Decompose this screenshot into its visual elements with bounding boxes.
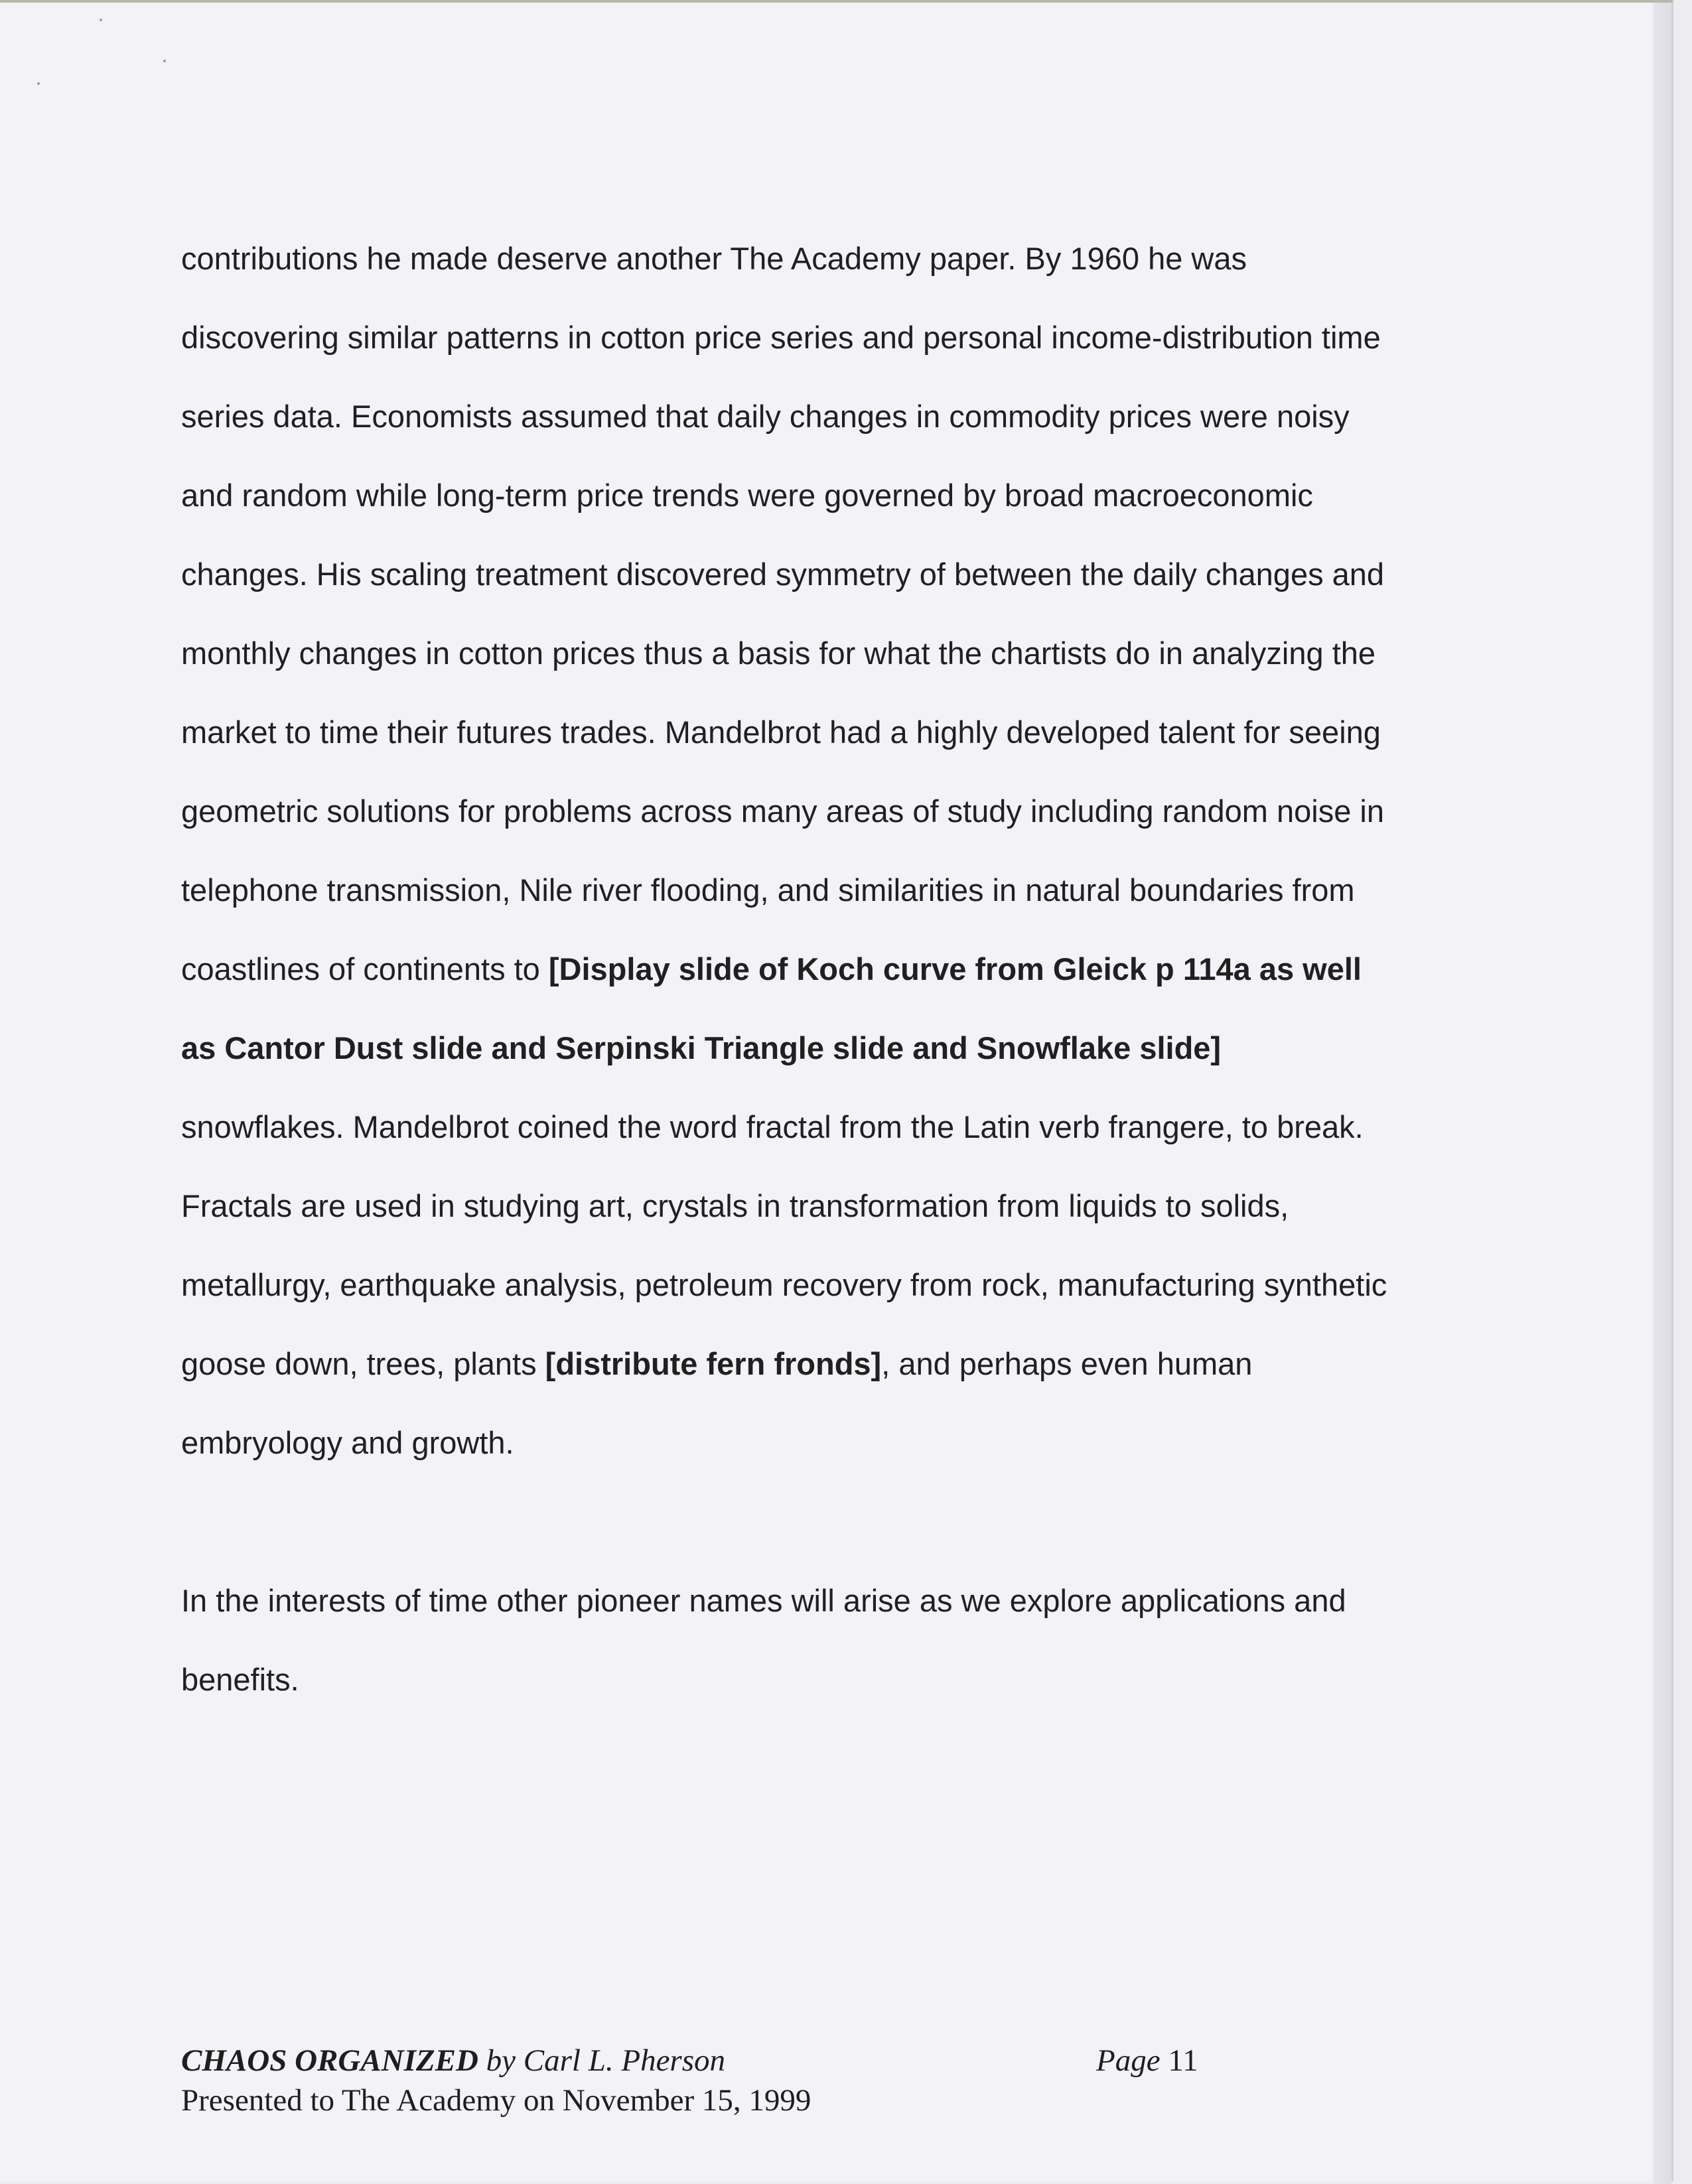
- footer-title: CHAOS ORGANIZED: [181, 2043, 478, 2078]
- text-line: contributions he made deserve another The Academy paper. By 1960 he was: [181, 241, 1247, 276]
- text-segment: , and perhaps even human: [881, 1346, 1253, 1381]
- page-label: Page: [1096, 2043, 1161, 2078]
- footer-credits: [181, 2041, 811, 2120]
- footer-title-line: [181, 2041, 811, 2081]
- text-line: and random while long-term price trends were governed by broad macroeconomic: [181, 478, 1313, 513]
- text-line: series data. Economists assumed that daily changes in commodity prices were noisy: [181, 399, 1350, 434]
- text-line: metallurgy, earthquake analysis, petroleum recovery from rock, manufacturing synthetic: [181, 1267, 1387, 1302]
- scan-speck: [37, 82, 40, 85]
- text-line: [181, 1008, 1508, 1087]
- text-line: benefits.: [181, 1662, 299, 1697]
- scan-speck: [100, 19, 102, 21]
- stage-direction-bold: [Display slide of Koch curve from Gleick p 114a as well: [548, 951, 1362, 987]
- text-line: discovering similar patterns in cotton price series and personal income-distribution time: [181, 320, 1381, 355]
- text-line: Fractals are used in studying art, crystals in transformation from liquids to solids,: [181, 1188, 1289, 1223]
- text-segment: goose down, trees, plants: [181, 1346, 545, 1381]
- text-line: monthly changes in cotton prices thus a basis for what the chartists do in analyzing the: [181, 636, 1376, 671]
- text-line: market to time their futures trades. Mandelbrot had a highly developed talent for seeing: [181, 715, 1381, 750]
- body-text: [181, 219, 1508, 1719]
- footer-presented: Presented to The Academy on November 15, 1999: [181, 2083, 811, 2118]
- footer-byline: by Carl L. Pherson: [478, 2043, 726, 2078]
- text-line: [181, 1324, 1508, 1403]
- page-edge-shadow: [1653, 3, 1671, 2184]
- text-line: changes. His scaling treatment discovered symmetry of between the daily changes and: [181, 557, 1385, 592]
- stage-direction-bold: [distribute fern fronds]: [545, 1346, 882, 1381]
- footer-page-number: [1096, 2041, 1198, 2081]
- text-line: geometric solutions for problems across many areas of study including random noise in: [181, 793, 1384, 829]
- page-number: 11: [1168, 2043, 1198, 2078]
- stage-direction-bold: as Cantor Dust slide and Serpinski Triangle slide and Snowflake slide]: [181, 1030, 1222, 1065]
- text-line: [181, 929, 1508, 1008]
- text-line: embryology and growth.: [181, 1425, 514, 1460]
- text-line: In the interests of time other pioneer names will arise as we explore applications and: [181, 1583, 1346, 1618]
- text-line: telephone transmission, Nile river flooding, and similarities in natural boundaries from: [181, 872, 1355, 908]
- paragraph-gap: [181, 1482, 1508, 1561]
- text-segment: coastlines of continents to: [181, 951, 549, 987]
- text-line: snowflakes. Mandelbrot coined the word fractal from the Latin verb frangere, to break.: [181, 1109, 1364, 1144]
- scan-speck: [163, 60, 166, 62]
